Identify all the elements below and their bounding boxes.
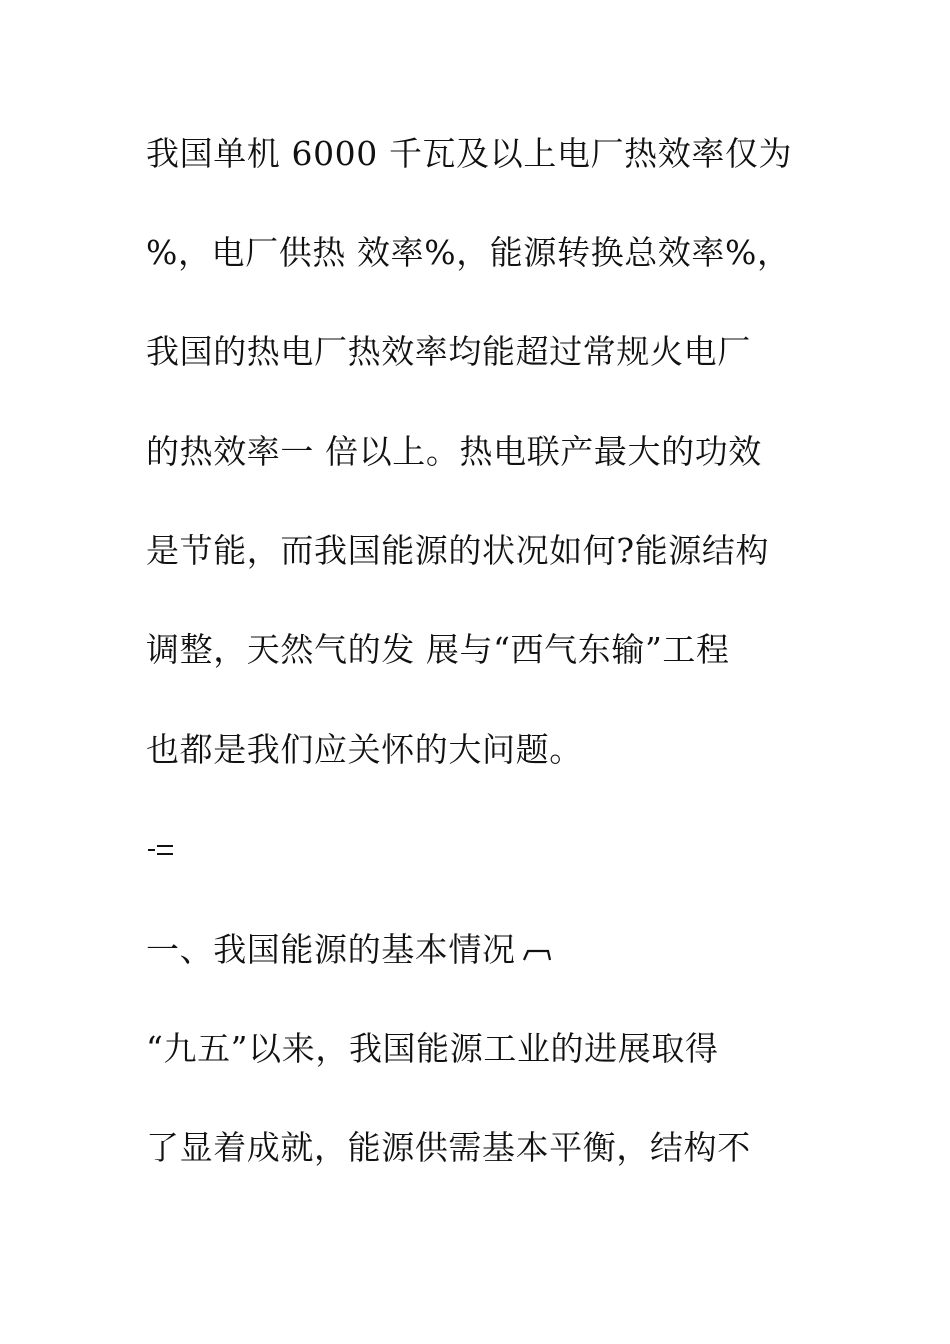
section-heading: 一、我国能源的基本情况 bbox=[146, 930, 516, 969]
section-break-mark bbox=[146, 838, 176, 862]
paragraph-line-5: 是节能，而我国能源的状况如何?能源结构 bbox=[146, 531, 770, 570]
paragraph-line-7: 也都是我们应关怀的大问题。 bbox=[146, 730, 583, 769]
paragraph-line-2: %，电厂供热 效率%，能源转换总效率%， bbox=[146, 233, 791, 272]
heading-trailing-mark bbox=[520, 930, 554, 970]
body-line-1: “九五”以来，我国能源工业的进展取得 bbox=[146, 1029, 719, 1068]
section-heading-row bbox=[146, 930, 554, 970]
paragraph-line-6: 调整，天然气的发 展与“西气东输”工程 bbox=[146, 630, 730, 669]
body-line-2: 了显着成就，能源供需基本平衡，结构不 bbox=[146, 1128, 751, 1167]
paragraph-line-1: 我国单机 6000 千瓦及以上电厂热效率仅为 bbox=[146, 134, 793, 173]
paragraph-line-4: 的热效率一 倍以上。热电联产最大的功效 bbox=[146, 432, 762, 471]
paragraph-line-3: 我国的热电厂热效率均能超过常规火电厂 bbox=[146, 332, 751, 371]
